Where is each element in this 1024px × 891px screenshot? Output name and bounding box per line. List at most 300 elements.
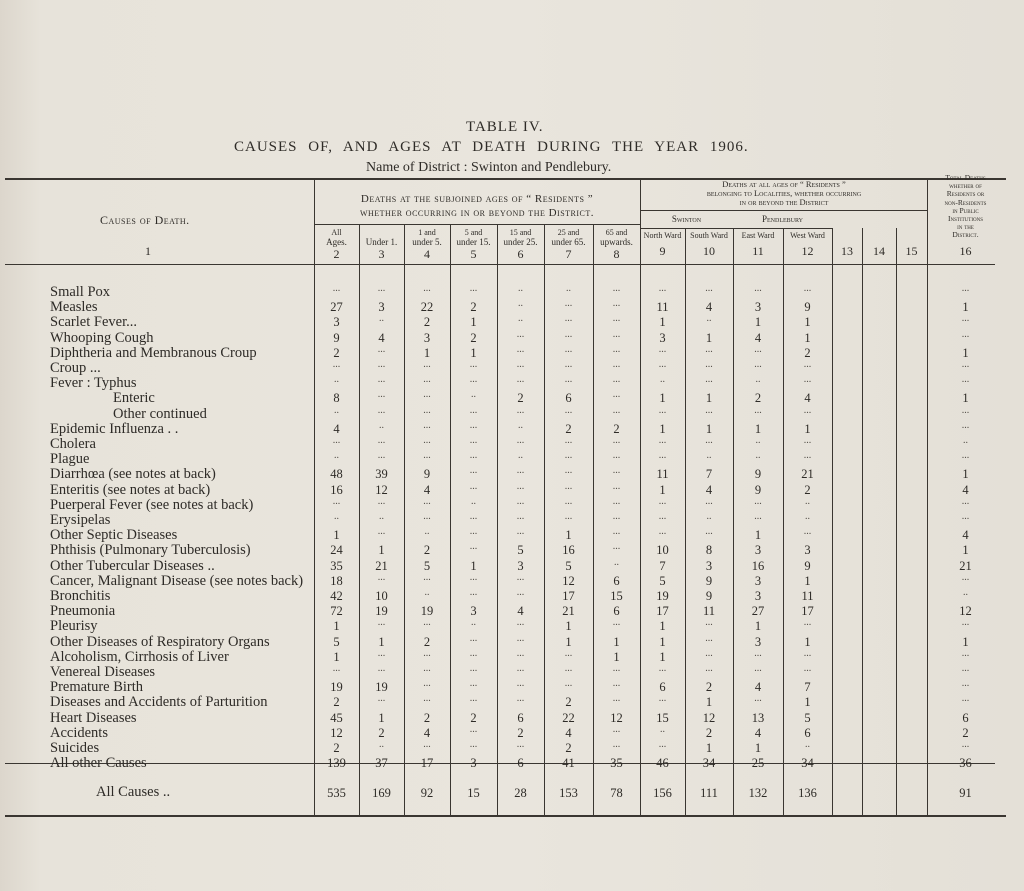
- table-cell: 2: [423, 634, 431, 649]
- table-cell: 17: [656, 604, 669, 619]
- table-cell: ..: [805, 511, 810, 522]
- table-cell: ...: [469, 283, 478, 294]
- table-cell: ..: [379, 739, 384, 750]
- table-cell: ..: [424, 587, 430, 598]
- table-cell: ..: [518, 450, 523, 462]
- cause-label: Other Diseases of Respiratory Organs: [50, 633, 270, 650]
- table-cell: 5: [423, 558, 431, 573]
- table-cell: 1: [705, 330, 713, 345]
- table-cell: 3: [804, 543, 811, 558]
- table-cell: 2: [754, 391, 762, 406]
- table-cell: 2: [333, 695, 340, 710]
- table-cell: ...: [612, 359, 621, 370]
- totals-cell: 111: [700, 786, 718, 800]
- cause-label: Bronchitis: [50, 588, 111, 604]
- table-cell: ...: [612, 526, 621, 538]
- table-cell: ...: [705, 283, 713, 294]
- table-cell: ...: [961, 571, 970, 583]
- table-cell: ...: [612, 389, 621, 401]
- table-cell: ...: [658, 511, 667, 522]
- table-cell: ...: [612, 663, 621, 674]
- table-cell: 2: [423, 543, 431, 558]
- age-column-header-line1: 5 and: [464, 228, 483, 237]
- cause-label: Diphtheria and Membranous Croup: [50, 344, 257, 361]
- table-cell: ...: [516, 404, 525, 416]
- table-cell: ..: [379, 511, 384, 522]
- table-cell: ...: [423, 571, 431, 583]
- table-cell: ...: [469, 435, 478, 446]
- table-cell: 2: [613, 421, 620, 436]
- table-cell: 24: [330, 543, 343, 558]
- table-cell: ..: [755, 374, 761, 386]
- blank-column-number: 15: [905, 244, 918, 258]
- table-cell: ...: [961, 450, 970, 462]
- table-cell: ...: [469, 465, 478, 477]
- table-cell: 12: [330, 725, 343, 740]
- table-cell: 35: [610, 756, 623, 771]
- table-cell: 1: [705, 391, 713, 406]
- table-cell: 3: [333, 315, 340, 330]
- cause-label: Pleurisy: [50, 618, 98, 635]
- table-cell: 5: [333, 634, 340, 649]
- cause-label: Phthisis (Pulmonary Tuberculosis): [50, 542, 251, 559]
- cause-label: Diseases and Accidents of Parturition: [50, 694, 268, 711]
- table-cell: 4: [333, 421, 340, 436]
- table-cell: ..: [424, 526, 430, 538]
- table-cell: ...: [423, 419, 431, 431]
- rule-ages-header: [314, 224, 640, 225]
- table-cell: ...: [803, 647, 812, 659]
- cause-label: Fever : Typhus: [50, 375, 137, 392]
- table-cell: ...: [377, 571, 386, 583]
- table-cell: 2: [378, 725, 385, 740]
- age-column-number: 6: [517, 247, 524, 261]
- table-cell: ...: [469, 511, 478, 522]
- table-cell: ...: [612, 617, 621, 629]
- table-cell: 9: [423, 467, 431, 482]
- table-cell: ..: [755, 450, 761, 462]
- cause-label: Venereal Diseases: [50, 664, 156, 680]
- table-cell: ...: [516, 374, 525, 386]
- totals-cell: 535: [327, 786, 346, 800]
- table-cell: ..: [471, 617, 476, 629]
- table-cell: ...: [564, 374, 573, 386]
- table-cell: 3: [659, 330, 666, 345]
- table-cell: ...: [469, 693, 478, 705]
- table-cell: ...: [516, 571, 525, 583]
- table-cell: ..: [518, 298, 523, 310]
- table-cell: 9: [705, 589, 713, 603]
- table-cell: ...: [564, 465, 573, 477]
- table-cell: 27: [751, 604, 765, 619]
- table-cell: 15: [656, 710, 669, 725]
- table-cell: 6: [517, 756, 524, 771]
- table-cell: ...: [377, 343, 386, 355]
- ward-column-header: North Ward: [643, 231, 682, 240]
- table-cell: 3: [754, 589, 762, 603]
- age-column-header-line1: 15 and: [509, 228, 532, 237]
- table-cell: 1: [565, 634, 572, 649]
- table-cell: ...: [961, 495, 970, 507]
- table-cell: 11: [702, 604, 716, 619]
- table-cell: ...: [516, 587, 525, 598]
- table-cell: 1: [659, 482, 666, 497]
- table-cell: 37: [375, 756, 388, 771]
- total-column-number: 16: [959, 244, 972, 258]
- table-cell: 11: [656, 300, 669, 315]
- table-cell: ...: [754, 495, 762, 507]
- table-cell: ...: [612, 313, 621, 325]
- table-cell: 11: [801, 589, 814, 603]
- table-cell: 1: [659, 421, 666, 436]
- table-cell: 2: [565, 695, 572, 710]
- cause-label: Premature Birth: [50, 679, 144, 696]
- table-cell: ...: [612, 511, 621, 522]
- table-cell: 21: [959, 558, 972, 573]
- table-cell: 21: [375, 558, 388, 573]
- cause-label: Puerperal Fever (see notes at back): [50, 496, 254, 513]
- table-cell: 3: [378, 300, 385, 315]
- table-cell: 1: [378, 634, 385, 649]
- localities-heading-line1: Deaths at all ages of “ Residents ”: [722, 179, 846, 189]
- age-column-header-line1: 1 and: [418, 228, 436, 237]
- table-cell: 41: [562, 756, 575, 771]
- table-cell: ...: [377, 435, 386, 446]
- table-cell: ...: [332, 435, 341, 446]
- table-cell: ...: [612, 739, 621, 750]
- table-cell: 39: [375, 467, 388, 482]
- table-cell: 1: [378, 543, 385, 558]
- table-cell: ...: [612, 404, 621, 416]
- table-cell: ...: [612, 541, 621, 553]
- table-cell: 13: [751, 710, 765, 725]
- table-cell: 1: [659, 619, 666, 634]
- table-cell: ...: [469, 526, 478, 538]
- table-cell: 1: [613, 649, 620, 664]
- table-cell: 16: [330, 482, 343, 497]
- table-cell: ..: [706, 313, 712, 325]
- table-cell: ...: [754, 663, 762, 674]
- age-column-header-line2: Under 1.: [365, 237, 398, 247]
- age-column-header-line1: 65 and: [605, 228, 628, 237]
- table-cell: 2: [705, 680, 713, 695]
- table-cell: 42: [330, 589, 343, 603]
- table-cell: ...: [564, 647, 573, 659]
- table-cell: 16: [562, 543, 575, 558]
- table-cell: 5: [804, 710, 811, 725]
- table-cell: 1: [754, 619, 762, 634]
- total-deaths-heading-line: Total Deaths: [945, 173, 986, 182]
- table-cell: 2: [517, 725, 524, 740]
- age-column-number: 3: [378, 247, 385, 261]
- ward-column-number: 11: [752, 244, 764, 258]
- table-cell: 1: [705, 421, 713, 436]
- cause-label: Croup ...: [50, 360, 101, 376]
- table-cell: ...: [516, 693, 525, 705]
- table-cell: 4: [378, 330, 385, 345]
- table-cell: ...: [961, 693, 970, 705]
- table-cell: ...: [469, 678, 478, 690]
- table-cell: ...: [658, 663, 667, 674]
- table-cell: ...: [469, 450, 478, 462]
- table-cell: 4: [423, 482, 431, 497]
- table-cell: 2: [565, 421, 572, 436]
- age-column-number: 8: [613, 247, 620, 261]
- table-cell: ...: [612, 283, 621, 294]
- table-cell: 3: [470, 756, 477, 771]
- table-cell: 1: [804, 330, 811, 345]
- table-cell: 34: [801, 756, 814, 771]
- table-cell: ...: [658, 359, 667, 370]
- table-cell: 1: [962, 467, 969, 482]
- cause-label: Plague: [50, 451, 90, 468]
- table-cell: 22: [420, 300, 434, 315]
- table-cell: ...: [658, 739, 667, 750]
- table-cell: ...: [803, 283, 812, 294]
- table-cell: 4: [754, 725, 762, 740]
- table-cell: 10: [656, 543, 669, 558]
- table-cell: ...: [961, 511, 970, 522]
- ages-heading-line1: Deaths at the subjoined ages of “ Residents ”: [360, 193, 594, 205]
- table-cell: ...: [705, 404, 713, 416]
- table-cell: ..: [334, 404, 339, 416]
- table-cell: ...: [803, 617, 812, 629]
- localities-heading-line3: in or beyond the District: [739, 197, 829, 207]
- ward-column-header: East Ward: [741, 231, 775, 240]
- table-cell: 9: [754, 482, 762, 497]
- table-cell: ..: [334, 511, 339, 522]
- table-cell: 4: [565, 725, 572, 740]
- table-cell: ...: [658, 693, 667, 705]
- table-cell: ...: [564, 663, 573, 674]
- table-cell: 4: [754, 680, 762, 695]
- totals-cell: 132: [748, 786, 768, 800]
- cause-label: Measles: [50, 299, 98, 316]
- age-column-header-line2: under 25.: [503, 237, 538, 247]
- table-cell: 22: [562, 710, 575, 725]
- table-cell: ...: [377, 450, 386, 462]
- table-cell: 11: [656, 467, 669, 482]
- rule-bottom: [5, 815, 1006, 817]
- cause-label: Cancer, Malignant Disease (see notes back): [50, 572, 304, 589]
- table-cell: ..: [379, 419, 384, 431]
- table-cell: 2: [470, 330, 477, 345]
- table-cell: 6: [804, 725, 811, 740]
- table-cell: ...: [564, 359, 573, 370]
- table-cell: 36: [959, 756, 972, 771]
- table-cell: ...: [516, 495, 525, 507]
- age-column-header-line1: All: [331, 228, 342, 237]
- cause-label: Accidents: [50, 724, 108, 741]
- age-column-number: 4: [424, 247, 430, 261]
- cause-label: Scarlet Fever...: [50, 314, 137, 331]
- table-cell: ...: [423, 359, 431, 370]
- ward-column-header: West Ward: [790, 231, 825, 240]
- table-cell: ...: [961, 663, 970, 674]
- table-cell: 18: [330, 573, 343, 588]
- age-column-header-line1: 25 and: [557, 228, 580, 237]
- age-column-header-line2: under 65.: [551, 237, 586, 247]
- table-cell: ...: [705, 359, 713, 370]
- table-cell: ...: [469, 587, 478, 598]
- table-cell: ...: [332, 495, 341, 507]
- table-cell: 7: [804, 680, 811, 695]
- table-cell: ...: [961, 739, 970, 750]
- table-cell: 25: [751, 756, 765, 771]
- age-column-header-line2: upwards.: [600, 237, 633, 247]
- table-cell: ...: [469, 359, 478, 370]
- table-cell: 1: [470, 558, 477, 573]
- table-cell: 5: [517, 543, 524, 558]
- table-cell: ..: [614, 556, 619, 568]
- table-cell: ...: [564, 450, 573, 462]
- table-cell: 4: [705, 482, 713, 497]
- table-cell: ...: [754, 511, 762, 522]
- cause-label: Heart Diseases: [50, 709, 137, 726]
- table-cell: ...: [469, 632, 478, 644]
- table-cell: ...: [705, 435, 713, 446]
- table-cell: ...: [469, 663, 478, 674]
- table-cell: ...: [377, 374, 386, 386]
- table-cell: ...: [803, 359, 812, 370]
- table-cell: 34: [702, 756, 716, 771]
- table-cell: ...: [377, 647, 386, 659]
- table-cell: 1: [804, 573, 811, 588]
- table-cell: ..: [334, 374, 339, 386]
- table-cell: ...: [961, 419, 970, 431]
- table-cell: 2: [423, 710, 431, 725]
- table-cell: ..: [963, 587, 968, 598]
- table-cell: 3: [470, 604, 477, 619]
- table-cell: ...: [961, 283, 970, 294]
- cause-label: Small Pox: [50, 284, 111, 300]
- totals-cell: 92: [420, 786, 434, 800]
- table-cell: 9: [754, 467, 762, 482]
- causes-heading: Causes of Death.: [100, 213, 190, 227]
- table-cell: 3: [754, 543, 762, 558]
- table-cell: ...: [658, 450, 667, 462]
- table-cell: ...: [469, 723, 478, 735]
- table-cell: ...: [564, 511, 573, 522]
- table-cell: ...: [961, 328, 970, 340]
- table-cell: 19: [375, 604, 388, 619]
- table-cell: ...: [423, 389, 431, 401]
- table-cell: ..: [805, 495, 810, 507]
- rule-localities-header: [640, 210, 927, 211]
- total-deaths-heading-line: in Public: [952, 205, 979, 215]
- table-cell: ...: [469, 374, 478, 386]
- table-cell: ...: [423, 283, 431, 294]
- totals-cell: 15: [467, 786, 480, 800]
- swinton-heading: Swinton: [671, 214, 702, 224]
- table-cell: ...: [612, 678, 621, 690]
- table-cell: ...: [423, 647, 431, 659]
- table-cell: 2: [517, 391, 524, 406]
- table-cell: ...: [423, 739, 431, 750]
- table-cell: ...: [754, 343, 762, 355]
- table-cell: 10: [375, 589, 388, 603]
- table-cell: ...: [612, 693, 621, 705]
- table-cell: 1: [754, 528, 762, 543]
- table-cell: ...: [961, 647, 970, 659]
- table-cell: 2: [470, 300, 477, 315]
- table-cell: ...: [516, 632, 525, 644]
- table-cell: ...: [423, 404, 431, 416]
- table-title: TABLE IV.: [466, 119, 544, 135]
- localities-heading-line2: belonging to Localities, whether occurring: [706, 188, 862, 198]
- table-cell: 17: [801, 604, 814, 619]
- table-cell: ...: [612, 435, 621, 446]
- table-cell: ...: [377, 693, 386, 705]
- table-cell: ...: [658, 435, 667, 446]
- table-cell: 7: [705, 467, 713, 482]
- table-cell: 1: [962, 345, 969, 360]
- table-subtitle: CAUSES OF, AND AGES AT DEATH DURING THE YEAR 1906.: [234, 139, 749, 155]
- table-cell: 4: [705, 300, 713, 315]
- total-deaths-heading-line: in the: [957, 222, 974, 232]
- table-cell: 2: [804, 482, 811, 497]
- table-cell: ...: [377, 283, 386, 294]
- table-cell: ...: [469, 404, 478, 416]
- table-cell: 1: [333, 619, 340, 634]
- table-cell: 2: [333, 741, 340, 755]
- rule-header-bottom: [5, 264, 995, 265]
- table-cell: ...: [803, 404, 812, 416]
- table-cell: 8: [333, 391, 340, 406]
- cause-label: Alcoholism, Cirrhosis of Liver: [50, 648, 229, 665]
- table-cell: ...: [564, 495, 573, 507]
- table-cell: 2: [423, 315, 431, 330]
- table-cell: ...: [423, 617, 431, 629]
- table-cell: 1: [754, 741, 762, 755]
- table-cell: 2: [470, 710, 477, 725]
- table-cell: ...: [803, 435, 812, 446]
- table-cell: ...: [516, 526, 525, 538]
- totals-label: All Causes ..: [96, 784, 171, 800]
- totals-cell: 156: [653, 786, 672, 800]
- table-cell: ...: [705, 495, 713, 507]
- table-cell: ..: [755, 435, 761, 446]
- table-cell: 1: [333, 649, 340, 664]
- total-deaths-heading-line: non-Residents: [944, 197, 987, 207]
- table-cell: 1: [333, 528, 340, 543]
- table-cell: ...: [612, 450, 621, 462]
- table-cell: ...: [705, 343, 713, 355]
- table-cell: 46: [656, 756, 669, 771]
- table-cell: 19: [330, 680, 343, 695]
- table-cell: ...: [658, 526, 667, 538]
- table-cell: ..: [518, 283, 523, 294]
- ward-column-number: 12: [801, 244, 814, 258]
- table-cell: ..: [660, 723, 665, 735]
- table-cell: 1: [754, 421, 762, 436]
- table-cell: ...: [377, 404, 386, 416]
- table-cell: 4: [517, 604, 524, 619]
- table-cell: ...: [423, 374, 431, 386]
- table-cell: 1: [804, 421, 811, 436]
- table-cell: 1: [470, 315, 477, 330]
- cause-label: Epidemic Influenza . .: [50, 420, 179, 437]
- column-rule: [896, 228, 897, 815]
- table-cell: ...: [377, 359, 386, 370]
- table-cell: 9: [705, 573, 713, 588]
- cause-label: Cholera: [50, 436, 96, 452]
- age-column-number: 7: [565, 247, 572, 261]
- table-cell: ...: [516, 739, 525, 750]
- table-cell: ...: [803, 450, 812, 462]
- table-cell: ...: [754, 359, 762, 370]
- table-cell: 2: [705, 725, 713, 740]
